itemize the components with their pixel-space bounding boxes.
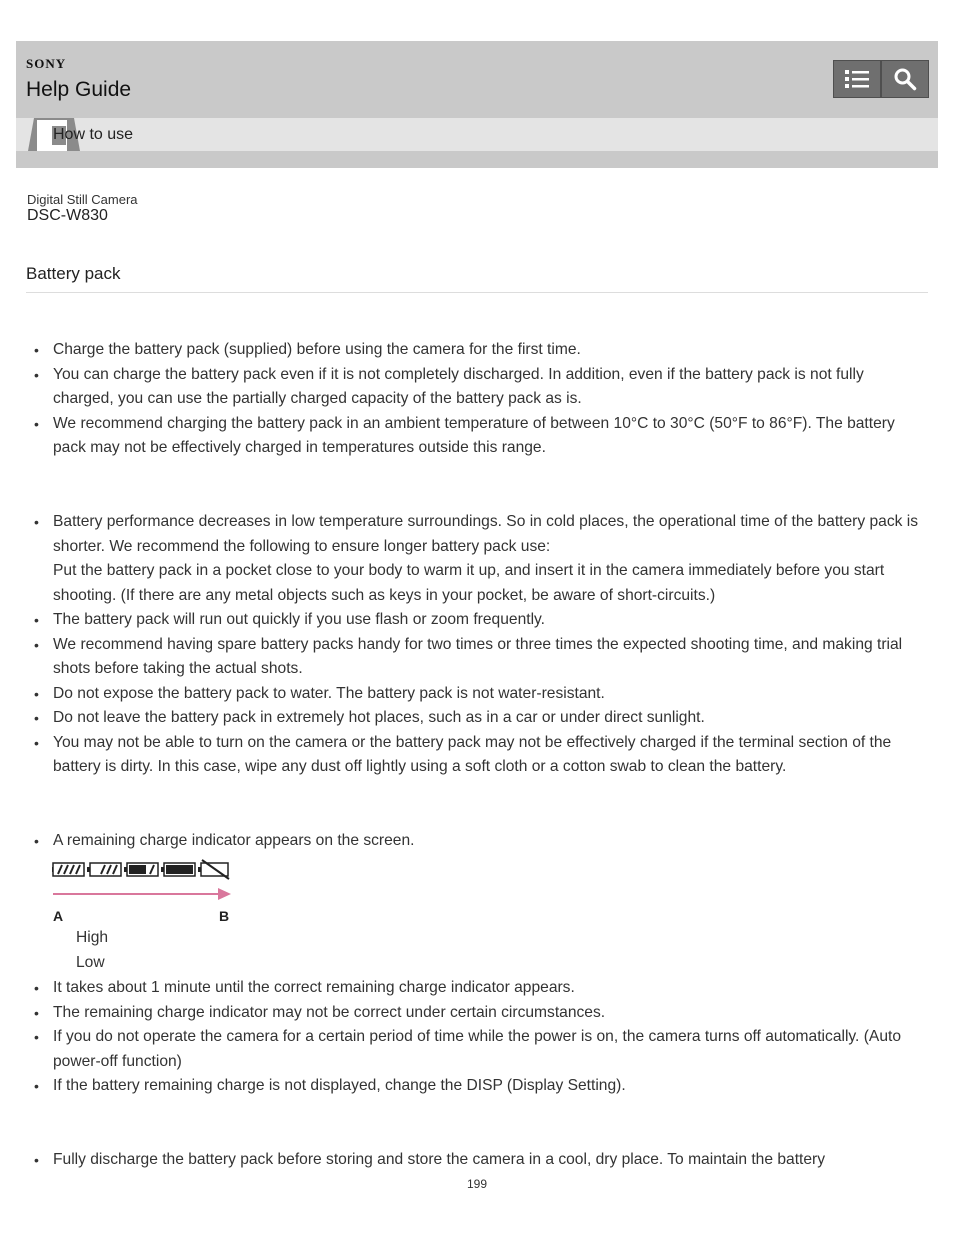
list-item: • Fully discharge the battery pack before storing and store the camera in a cool, dry place. To maintain the battery (53, 1148, 925, 1173)
list-item: • A remaining charge indicator appears on the screen. (53, 829, 925, 854)
list-item: • The remaining charge indicator may not be correct under certain circumstances. (53, 1001, 925, 1026)
product-model: DSC-W830 (27, 207, 108, 224)
brand-logo: SONY (26, 56, 67, 71)
list-item: • You may not be able to turn on the camera or the battery pack may not be effectively charged if the terminal section of the battery is dirty. In this case, wipe any dust off lightly using a soft cloth or a cotton swab to clean the battery. (53, 731, 925, 780)
page-number: 199 (466, 1177, 488, 1191)
battery-low-icon (161, 863, 195, 876)
battery-two-thirds-icon (87, 863, 121, 876)
list-item-main: • Battery performance decreases in low temperature surroundings. So in cold places, the operational time of the battery pack is shorter. We recommend the following to ensure longer battery pack use: (53, 513, 919, 555)
list-item: • Charge the battery pack (supplied) before using the camera for the first time. (53, 338, 925, 363)
indicator-intro-list (53, 829, 925, 854)
title-divider (26, 292, 928, 293)
search-icon (893, 67, 917, 91)
battery-full-icon (52, 863, 84, 876)
label-a: A (53, 908, 64, 924)
label-b: B (219, 908, 230, 924)
usage-notes-list (53, 510, 925, 780)
search-button[interactable] (881, 60, 929, 98)
list-item: • We recommend charging the battery pack in an ambient temperature of between 10°C to 30°C (50°F to 86°F). The battery pack may not be effectively charged in temperatures outside this range. (53, 412, 925, 461)
arrow-head (218, 888, 231, 900)
list-item: • If you do not operate the camera for a certain period of time while the power is on, the camera turns off automatically. (Auto power-off function) (53, 1025, 925, 1074)
list-item: • The battery pack will run out quickly if you use flash or zoom frequently. (53, 608, 925, 633)
product-type: Digital Still Camera (27, 192, 138, 207)
header-bar (16, 41, 938, 118)
battery-one-third-icon (124, 863, 158, 876)
list-item: • Do not leave the battery pack in extremely hot places, such as in a car or under direct sunlight. (53, 706, 925, 731)
header-bottom-strip (16, 151, 938, 168)
list-item: • If the battery remaining charge is not displayed, change the DISP (Display Setting). (53, 1074, 925, 1099)
list-item (53, 510, 925, 608)
legend-high: High (76, 929, 109, 946)
storage-notes-list (53, 1148, 925, 1173)
breadcrumb-bar (16, 118, 938, 151)
indicator-notes-list (53, 976, 925, 1099)
list-icon (844, 68, 870, 90)
list-item: • Do not expose the battery pack to water. The battery pack is not water-resistant. (53, 682, 925, 707)
battery-indicator-illustration (52, 858, 234, 924)
list-item: • We recommend having spare battery packs handy for two times or three times the expected shooting time, and making trial shots before taking the actual shots. (53, 633, 925, 682)
breadcrumb-how-to-use[interactable]: How to use (53, 126, 134, 143)
battery-empty-icon (198, 860, 229, 879)
charging-notes-list (53, 338, 925, 461)
menu-button[interactable] (833, 60, 881, 98)
list-item: • It takes about 1 minute until the correct remaining charge indicator appears. (53, 976, 925, 1001)
page-title: Battery pack (26, 264, 121, 283)
legend-low: Low (76, 954, 105, 971)
list-item: • You can charge the battery pack even if it is not completely discharged. In addition, even if the battery pack is not fully charged, you can use the partially charged capacity of the battery pack as is. (53, 363, 925, 412)
help-guide-title[interactable]: Help Guide (26, 78, 132, 101)
list-item-sub: Put the battery pack in a pocket close to your body to warm it up, and insert it in the camera immediately before you start shooting. (If there are any metal objects such as keys in your pocket, be aware of short-circuits.) (53, 562, 885, 604)
